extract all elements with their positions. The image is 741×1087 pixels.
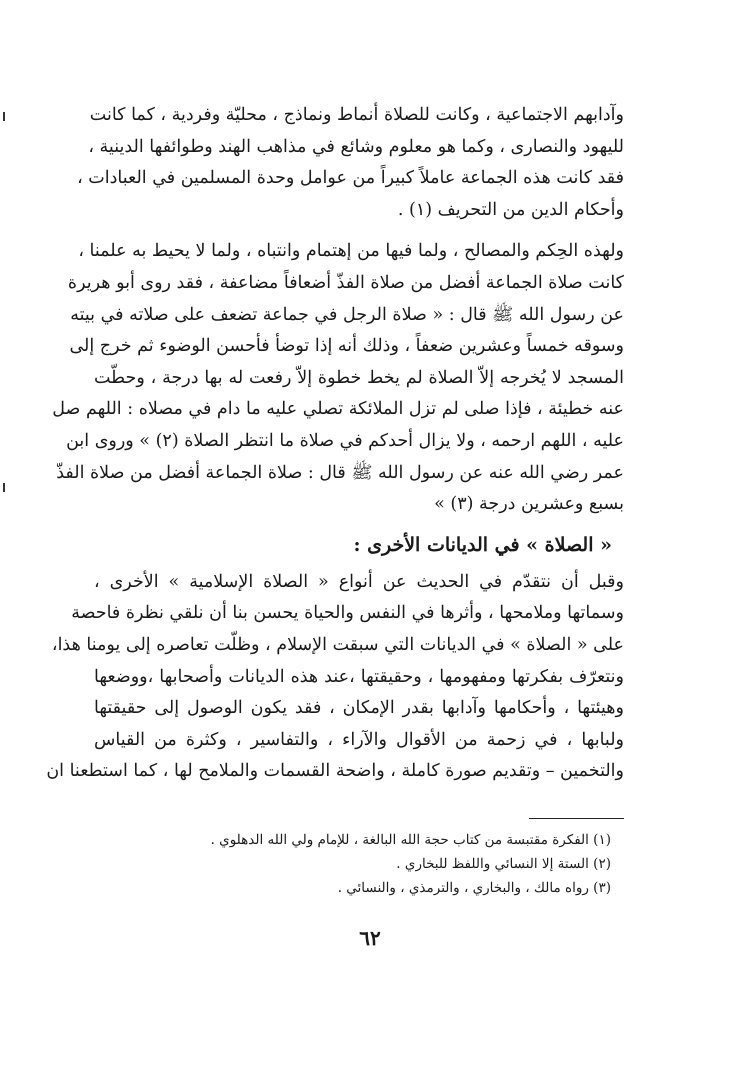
paragraph [77, 100, 624, 226]
text-line: عنه خطيئة ، فإذا صلى لم تزل الملائكة تصلي عليه ما دام في مصلاه : اللهم صل [52, 399, 624, 420]
text-line: ولبابها ، في زحمة من الأقوال والآراء ، والتفاسير ، وكثرة من القياس [94, 729, 624, 750]
text-line: ولهذه الحِكم والمصالح ، ولما فيها من إهتمام وانتباه ، ولما لا يحيط به علمنا ، [78, 241, 624, 262]
text-line: بسبع وعشرين درجة (٣) » [434, 494, 624, 515]
footnote-divider [529, 818, 624, 819]
text-line: وهيئتها ، وأحكامها وآدابها بقدر الإمكان ، فقد يكون الوصول إلى حقيقتها [94, 698, 624, 719]
text-line: على « الصلاة » في الديانات التي سبقت الإسلام ، وظلّت تعاصره إلى يومنا هذا، [51, 634, 624, 655]
footnotes [94, 828, 611, 900]
paragraph [46, 567, 624, 788]
text-line: وسوقه خمساً وعشرين ضعفاً ، وذلك أنه إذا توضأ فأحسن الوضوء ثم خرج إلى [69, 336, 624, 357]
text-line: فقد كانت هذه الجماعة عاملاً كبيراً من عوامل وحدة المسلمين في العبادات ، [77, 168, 624, 189]
section-heading: « الصلاة » في الديانات الأخرى : [353, 533, 612, 556]
text-line: لليهود والنصارى ، وكما هو معلوم وشائع في مذاهب الهند وطوائفها الدينية ، [88, 136, 624, 157]
text-line: وقبل أن نتقدّم في الحديث عن أنواع « الصلاة الإسلامية » الأخرى ، [94, 571, 624, 592]
text-line: وسماتها وملامحها ، وأثرها في النفس والحياة يحسن بنا أن نلقي نظرة فاحصة [71, 603, 624, 624]
footnote: (٢) الستة إلا النسائي واللفظ للبخاري . [396, 856, 611, 872]
text-line: عمر رضي الله عنه عن رسول الله ﷺ قال : صلاة الجماعة أفضل من صلاة الفذّ [56, 462, 624, 483]
page-body [46, 100, 624, 788]
paragraph [52, 236, 624, 520]
margin-mark [3, 112, 5, 121]
text-line: عن رسول الله ﷺ قال : « صلاة الرجل في جماعة تضعف على صلاته في بيته [70, 304, 624, 325]
page-number: ٦٢ [359, 926, 381, 950]
text-line: كانت صلاة الجماعة أفضل من صلاة الفذّ أضعافاً مضاعفة ، فقد روى أبو هريرة [67, 272, 624, 293]
text-line: المسجد لا يُخرجه إلاّ الصلاة لم يخط خطوة إلاّ رفعت له بها درجة ، وحطّت [94, 367, 624, 388]
footnote: (٣) رواه مالك ، والبخاري ، والترمذي ، والنسائي . [337, 880, 611, 896]
text-line: وأحكام الدين من التحريف (١) . [397, 199, 624, 220]
footnote: (١) الفكرة مقتبسة من كتاب حجة الله البالغة ، للإمام ولي الله الدهلوي . [210, 832, 611, 848]
text-line: والتخمين – وتقديم صورة كاملة ، واضحة القسمات والملامح لها ، كما استطعنا ان [46, 761, 624, 782]
text-line: وآدابهم الاجتماعية ، وكانت للصلاة أنماط ونماذج ، محليّة وفردية ، كما كانت [89, 105, 624, 125]
margin-mark [3, 483, 5, 492]
text-line: ونتعرّف بفكرتها ومفهومها ، وحقيقتها ،عند هذه الديانات وأصحابها ،ووضعها [94, 666, 624, 687]
text-line: عليه ، اللهم ارحمه ، ولا يزال أحدكم في صلاة ما انتظر الصلاة (٢) » وروى ابن [66, 430, 624, 451]
